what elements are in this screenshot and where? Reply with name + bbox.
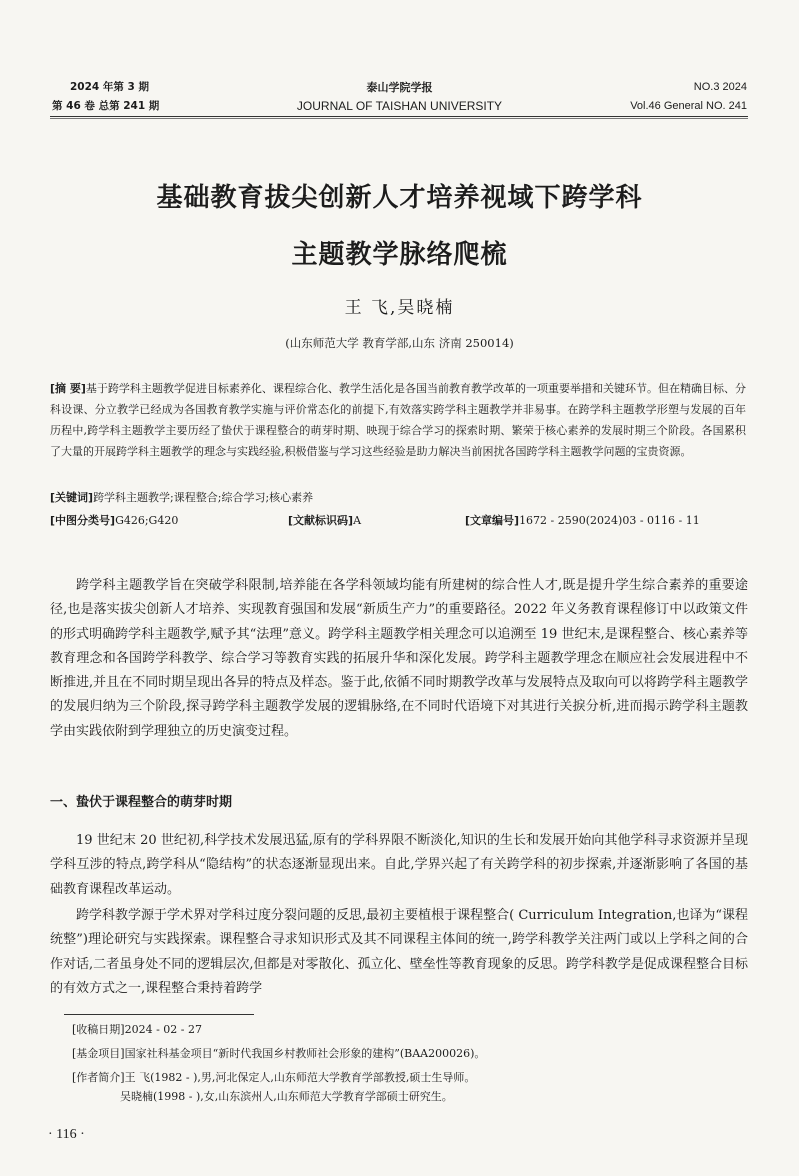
footnote-rule: [64, 1014, 254, 1015]
keywords-text: 跨学科主题教学;课程整合;综合学习;核心素养: [93, 491, 314, 504]
abstract-text: 基于跨学科主题教学促进目标素养化、课程综合化、教学生活化是各国当前教育教学改革的一项重要举措和关键环节。但在精确目标、分科设课、分立教学已经成为各国教育教学实施与评价常态化的前提下,有效落实跨学科主题教学并非易事。在跨学科主题教学形塑与发展的百年历程中,跨学科主题教学主要历经了蛰伏于课程整合的萌芽时期、映现于综合学习的探索时期、繁荣于核心素养的发展时期三个阶段。各国累积了大量的开展跨学科主题教学的理念与实践经验,积极借鉴与学习这些经验是助力解决当前困扰各国跨学科主题教学问题的宝贵资源。: [50, 382, 747, 458]
header-rule: [50, 116, 748, 117]
journal-name-cn: 泰山学院学报: [366, 81, 433, 94]
doc-code-value: A: [353, 514, 362, 527]
clc-label: [中图分类号]: [50, 514, 116, 527]
paper-authors: 王 飞,吴晓楠: [344, 298, 455, 318]
paper-title-line2: 主题教学脉络爬梳: [291, 240, 508, 270]
page-number: · 116 ·: [48, 1127, 85, 1142]
clc-value: G426;G420: [115, 514, 179, 527]
section1-paragraph-2: 跨学科教学源于学术界对学科过度分裂问题的反思,最初主要植根于课程整合( Curriculum Integration,也译为“课程统整”)理论研究与实践探索。课程整合寻求知识形式及其不同课程主体间的统一,跨学科教学关注两门或以上学科之间的合作对话,二者虽身处不同的逻辑层次,但都是对零散化、孤立化、壁垒性等教育现象的反思。跨学科教学是促成课程整合目标的有效方式之一,课程整合秉持着跨学: [50, 908, 748, 996]
article-no-value: 1672 - 2590(2024)03 - 0116 - 11: [519, 514, 700, 527]
keywords-label: [关键词]: [50, 491, 94, 504]
volume-info-en: Vol.46 General NO. 241: [630, 100, 747, 112]
keywords: [50, 487, 746, 508]
footnote-received-date: [收稿日期]2024 - 02 - 27: [72, 1023, 202, 1036]
author-affiliation: (山东师范大学 教育学部,山东 济南 250014): [285, 336, 514, 350]
footnote-fund: [基金项目]国家社科基金项目“新时代我国乡村教师社会形象的建构”(BAA200026)。: [72, 1047, 486, 1060]
journal-issue-info-en: [630, 78, 747, 116]
doc-code-label: [文献标识码]: [288, 514, 354, 527]
issue-year-number: 2024 年第 3 期: [70, 81, 149, 93]
journal-name-en: JOURNAL OF TAISHAN UNIVERSITY: [296, 99, 503, 113]
section1-paragraph-1: 19 世纪末 20 世纪初,科学技术发展迅猛,原有的学科界限不断淡化,知识的生长和发展开始向其他学科寻求资源并呈现学科互涉的特点,跨学科从“隐结构”的状态逐渐显现出来。自此,学界兴起了有关跨学科的初步探索,并逐渐影响了各国的基础教育课程改革运动。: [50, 833, 748, 897]
intro-paragraph: 跨学科主题教学旨在突破学科限制,培养能在各学科领域均能有所建树的综合性人才,既是提升学生综合素养的重要途径,也是落实拔尖创新人才培养、实现教育强国和发展“新质生产力”的重要路径。2022 年义务教育课程修订中以政策文件的形式明确跨学科主题教学,赋予其“法理”意义。跨学科主题教学相关理念可以追溯至 19 世纪末,是课程整合、核心素养等教育理念和各国跨学科教学、综合学习等教育实践的拓展升华和深化发展。跨学科主题教学理念在顺应社会发展进程中不断推进,并且在不同时期呈现出各异的特点及样态。鉴于此,依循不同时期教学改革与发展特点及取向可以将跨学科主题教学的发展归纳为三个阶段,探寻跨学科主题教学发展的逻辑脉络,在不同时代语境下对其进行关捩分析,进而揭示跨学科主题教学由实践依附到学理独立的历史演变过程。: [50, 578, 748, 739]
header-rule-thin: [50, 118, 748, 119]
footnote-author1: [作者简介]王 飞(1982 - ),男,河北保定人,山东师范大学教育学部教授,硕士生导师。: [72, 1071, 476, 1084]
footnote-author2: 吴晓楠(1998 - ),女,山东滨州人,山东师范大学教育学部硕士研究生。: [120, 1090, 453, 1103]
section-heading-1: 一、蛰伏于课程整合的萌芽时期: [50, 795, 233, 810]
paper-title-line1: 基础教育拔尖创新人才培养视域下跨学科: [156, 183, 643, 213]
abstract-label: [摘 要]: [50, 382, 86, 395]
volume-info: 第 46 卷 总第 241 期: [52, 100, 160, 112]
issue-number-en: NO.3 2024: [693, 81, 747, 93]
abstract: [50, 378, 746, 462]
article-no-label: [文章编号]: [465, 514, 520, 527]
